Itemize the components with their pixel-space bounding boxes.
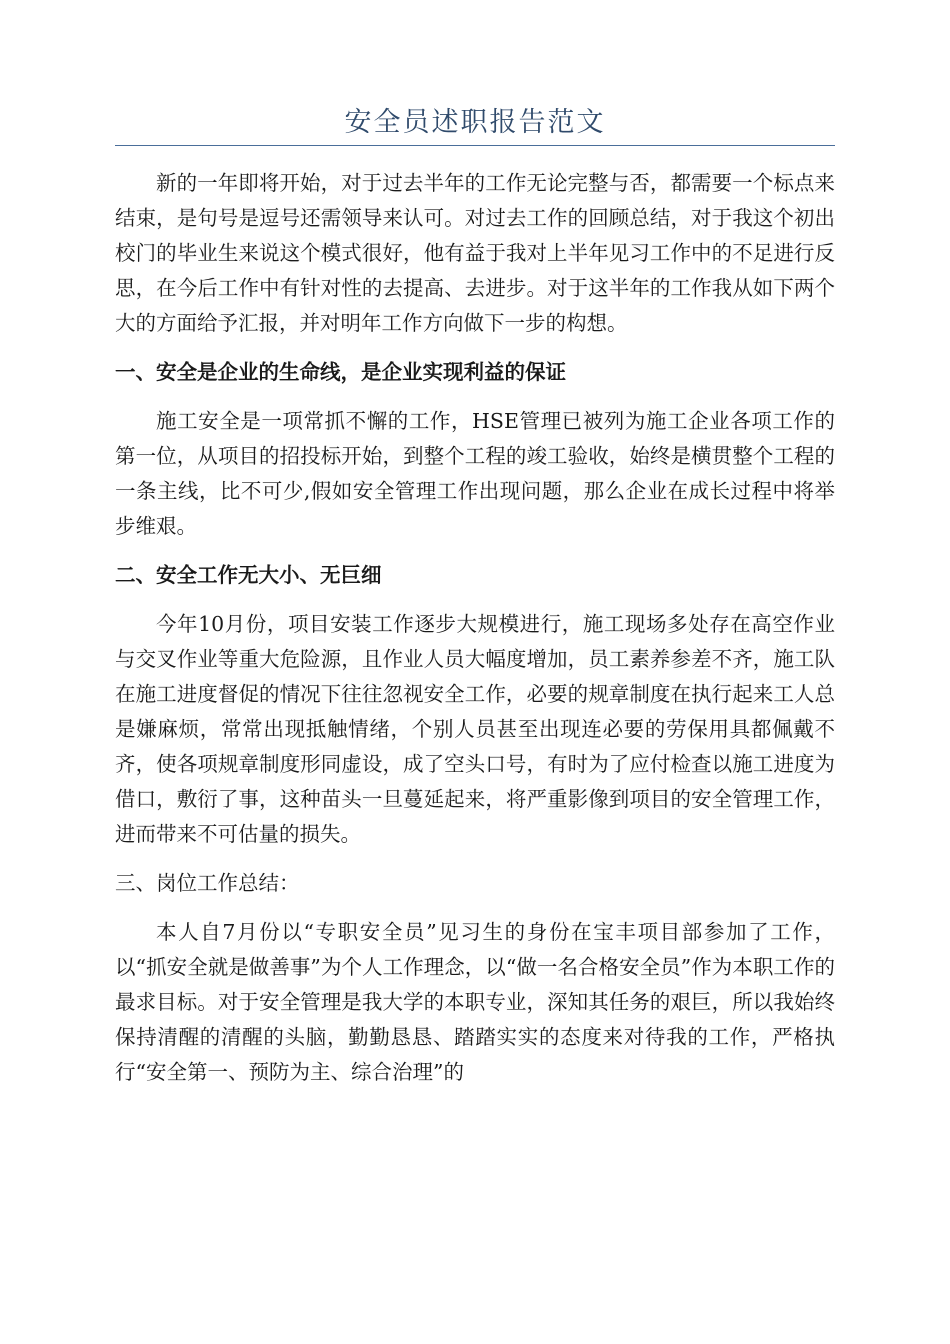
section-2-paragraph: 今年10月份，项目安装工作逐步大规模进行，施工现场多处存在高空作业与交叉作业等重大危险源，且作业人员大幅度增加，员工素养参差不齐，施工队在施工进度督促的情况下往往忽视安全工作，必要的规章制度在执行起来工人总是嫌麻烦，常常出现抵触情绪，个别人员甚至出现连必要的劳保用具都佩戴不齐，使各项规章制度形同虚设，成了空头口号，有时为了应付检查以施工进度为借口，敷衍了事，这种苗头一旦蔓延起来，将严重影像到项目的安全管理工作，进而带来不可估量的损失。: [115, 612, 835, 846]
section-3-paragraph: 本人自7月份以“专职安全员”见习生的身份在宝丰项目部参加了工作，以“抓安全就是做善事”为个人工作理念，以“做一名合格安全员”作为本职工作的最求目标。对于安全管理是我大学的本职专业，深知其任务的艰巨，所以我始终保持清醒的清醒的头脑，勤勤恳恳、踏踏实实的态度来对待我的工作，严格执行“安全第一、预防为主、综合治理”的: [115, 920, 835, 1084]
title-underline: [115, 145, 835, 146]
section-3-heading: 三、岗位工作总结：: [115, 871, 300, 895]
section-1-paragraph: 施工安全是一项常抓不懈的工作，HSE管理已被列为施工企业各项工作的第一位，从项目的招投标开始，到整个工程的竣工验收，始终是横贯整个工程的一条主线，比不可少,假如安全管理工作出现问题，那么企业在成长过程中将举步维艰。: [115, 409, 835, 538]
section-2-heading: 二、安全工作无大小、无巨细: [115, 563, 382, 587]
section-1-heading: 一、安全是企业的生命线，是企业实现利益的保证: [115, 360, 566, 384]
intro-paragraph: 新的一年即将开始，对于过去半年的工作无论完整与否，都需要一个标点来结束，是句号是逗号还需领导来认可。对过去工作的回顾总结，对于我这个初出校门的毕业生来说这个模式很好，他有益于我对上半年见习工作中的不足进行反思，在今后工作中有针对性的去提高、去进步。对于这半年的工作我从如下两个大的方面给予汇报，并对明年工作方向做下一步的构想。: [115, 171, 835, 335]
document-page: [115, 100, 835, 1090]
document-title: 安全员述职报告范文: [344, 107, 606, 138]
